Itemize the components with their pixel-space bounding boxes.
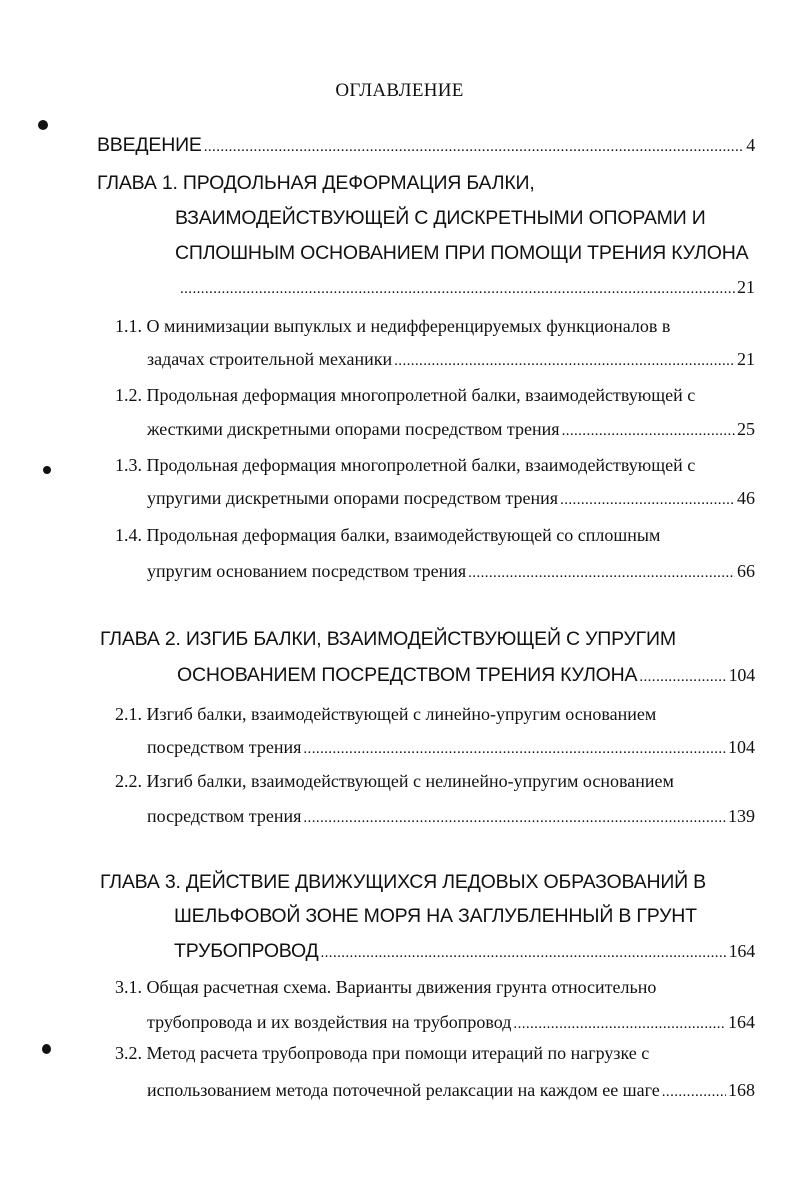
- toc-entry-chapter1[interactable]: [178, 277, 755, 298]
- toc-page-number: 4: [746, 135, 755, 155]
- toc-page-number: 21: [737, 277, 755, 297]
- toc-page-number: 104: [728, 665, 755, 685]
- toc-entry-section-1-3[interactable]: [147, 488, 755, 509]
- toc-entry-section-3-1[interactable]: [147, 1012, 755, 1033]
- toc-entry-label: посредством трения: [147, 737, 302, 757]
- toc-entry-label: трубопровода и их воздействия на трубопровод: [147, 1012, 512, 1032]
- toc-entry-section-3-2[interactable]: [147, 1080, 755, 1101]
- toc-page-number: 25: [737, 419, 755, 439]
- dot-leader: [303, 810, 726, 827]
- toc-page-number: 164: [728, 1012, 755, 1032]
- toc-entry-label: использованием метода поточечной релаксации на каждом ее шаге: [147, 1080, 660, 1100]
- toc-page-number: 104: [728, 737, 755, 757]
- section-3-2-line1: 3.2. Метод расчета трубопровода при помощи итераций по нагрузке с: [115, 1043, 650, 1063]
- section-1-4-line1: 1.4. Продольная деформация балки, взаимодействующей со сплошным: [115, 525, 661, 545]
- toc-page-number: 66: [737, 561, 755, 581]
- chapter3-heading-line2: ШЕЛЬФОВОЙ ЗОНЕ МОРЯ НА ЗАГЛУБЛЕННЫЙ В ГРУНТ: [174, 905, 697, 927]
- chapter2-heading-line1: ГЛАВА 2. ИЗГИБ БАЛКИ, ВЗАИМОДЕЙСТВУЮЩЕЙ С УПРУГИМ: [100, 628, 676, 650]
- toc-entry-label: упругими дискретными опорами посредством трения: [147, 488, 559, 508]
- scan-speck: [38, 120, 48, 130]
- scan-speck: [42, 1044, 51, 1054]
- toc-entry-section-1-2[interactable]: [147, 419, 755, 440]
- toc-entry-section-2-1[interactable]: [147, 737, 755, 758]
- scan-speck: [43, 466, 51, 474]
- dot-leader: [562, 423, 735, 440]
- toc-entry-label: ОСНОВАНИЕМ ПОСРЕДСТВОМ ТРЕНИЯ КУЛОНА: [177, 664, 638, 686]
- dot-leader: [639, 669, 726, 686]
- toc-entry-chapter3[interactable]: [174, 940, 755, 963]
- toc-entry-intro[interactable]: [97, 134, 755, 157]
- toc-page-number: 21: [737, 349, 755, 369]
- toc-title: ОГЛАВЛЕНИЕ: [335, 80, 464, 101]
- toc-entry-label: посредством трения: [147, 806, 302, 826]
- toc-page-number: 46: [737, 488, 755, 508]
- toc-entry-chapter2[interactable]: [177, 664, 755, 687]
- dot-leader: [321, 945, 727, 962]
- dot-leader: [662, 1084, 726, 1101]
- dot-leader: [303, 741, 726, 758]
- toc-entry-label: упругим основанием посредством трения: [147, 561, 467, 581]
- dot-leader: [468, 565, 735, 582]
- toc-entry-label: жесткими дискретными опорами посредством трения: [147, 419, 560, 439]
- section-1-2-line1: 1.2. Продольная деформация многопролетной балки, взаимодействующей с: [115, 385, 696, 405]
- toc-entry-label: ТРУБОПРОВОД: [174, 940, 319, 962]
- toc-entry-label: ВВЕДЕНИЕ: [97, 134, 202, 156]
- chapter1-heading-line1: ГЛАВА 1. ПРОДОЛЬНАЯ ДЕФОРМАЦИЯ БАЛКИ,: [97, 172, 535, 194]
- chapter1-heading-line2: ВЗАИМОДЕЙСТВУЮЩЕЙ С ДИСКРЕТНЫМИ ОПОРАМИ И: [175, 207, 706, 229]
- section-2-1-line1: 2.1. Изгиб балки, взаимодействующей с линейно-упругим основанием: [115, 704, 657, 724]
- toc-page-number: 164: [728, 941, 755, 961]
- dot-leader: [394, 353, 735, 370]
- section-3-1-line1: 3.1. Общая расчетная схема. Варианты движения грунта относительно: [115, 977, 657, 997]
- toc-entry-section-1-1[interactable]: [147, 349, 755, 370]
- section-1-1-line1: 1.1. О минимизации выпуклых и недифференцируемых функционалов в: [115, 316, 671, 336]
- section-2-2-line1: 2.2. Изгиб балки, взаимодействующей с нелинейно-упругим основанием: [115, 771, 674, 791]
- toc-entry-section-2-2[interactable]: [147, 806, 755, 827]
- toc-page-number: 139: [728, 806, 755, 826]
- chapter1-heading-line3: СПЛОШНЫМ ОСНОВАНИЕМ ПРИ ПОМОЩИ ТРЕНИЯ КУЛОНА: [175, 242, 749, 264]
- dot-leader: [513, 1016, 726, 1033]
- dot-leader: [180, 281, 735, 298]
- dot-leader: [560, 492, 735, 509]
- section-1-3-line1: 1.3. Продольная деформация многопролетной балки, взаимодействующей с: [115, 455, 696, 475]
- chapter3-heading-line1: ГЛАВА 3. ДЕЙСТВИЕ ДВИЖУЩИХСЯ ЛЕДОВЫХ ОБРАЗОВАНИЙ В: [100, 871, 706, 893]
- dot-leader: [204, 139, 744, 156]
- toc-entry-section-1-4[interactable]: [147, 561, 755, 582]
- toc-page-number: 168: [728, 1080, 755, 1100]
- toc-entry-label: задачах строительной механики: [147, 349, 393, 369]
